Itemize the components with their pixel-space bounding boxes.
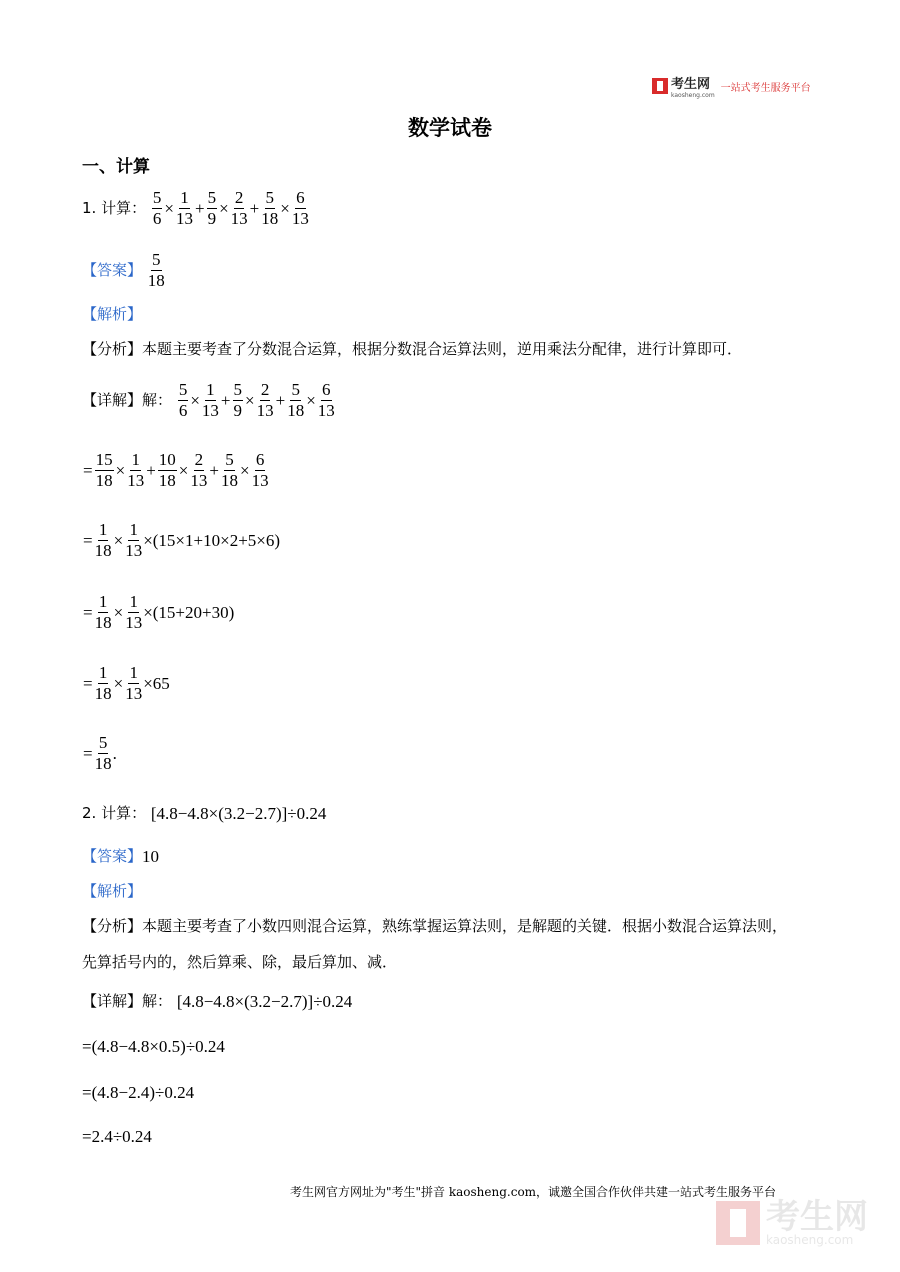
answer-label: 【答案】 [82,261,143,279]
denominator: 13 [317,401,335,420]
fraction [178,380,189,421]
fraction [95,450,114,491]
step-expression [82,520,280,561]
denominator: 13 [201,401,219,420]
denominator: 9 [207,209,217,228]
fraction [176,188,193,229]
fenxi-text: 本题主要考查了分数混合运算，根据分数混合运算法则，逆用乘法分配律，进行计算即可． [142,340,743,358]
fraction [287,380,304,421]
numerator: 2 [234,188,244,207]
fraction [127,450,144,491]
equals-sign: = [83,743,93,763]
step-tail: ×(15+20+30) [143,602,235,622]
denominator: 18 [261,209,279,228]
numerator: 1 [206,380,215,399]
denominator: 18 [95,471,113,490]
numerator: 5 [233,380,242,399]
denominator: 18 [158,471,176,490]
denominator: 13 [256,401,274,420]
denominator: 6 [178,401,188,420]
denominator: 13 [190,471,208,490]
watermark-logo-icon [716,1201,760,1245]
fraction [231,188,248,229]
times-sign: × [113,673,124,693]
step-expression: =(4.8−4.8×0.5)÷0.24 [82,1037,225,1056]
fenxi-text: 本题主要考查了小数四则混合运算，熟练掌握运算法则，是解题的关键．根据小数混合运算法则， [142,917,788,935]
q2-expression: [4.8−4.8×(3.2−2.7)]÷0.24 [150,803,327,823]
numerator: 1 [180,188,189,207]
logo-slogan: 一站式考生服务平台 [720,82,811,94]
watermark-sub: kaosheng.com [766,1233,854,1247]
q2-question [82,802,326,824]
q2-step3 [82,1127,152,1147]
numerator: 5 [291,380,300,399]
q1-detail-expression [177,380,336,421]
numerator: 1 [98,592,108,611]
q1-answer [82,250,166,291]
detail-label: 【详解】 [82,391,143,409]
numerator: 5 [207,188,217,207]
logo-sub: kaosheng.com [671,92,715,99]
q1-step2 [82,520,280,561]
fraction [95,592,112,633]
fraction [152,188,163,229]
numerator: 6 [322,380,331,399]
fraction [292,188,309,229]
fraction [261,188,278,229]
detail-prefix: 解： [142,391,173,409]
q2-step1 [82,1037,225,1057]
section-heading: 一、计算 [82,157,150,177]
times-sign: × [306,390,316,410]
denominator: 13 [127,471,145,490]
q1-detail [82,380,336,421]
equals-sign: = [83,530,93,550]
denominator: 18 [287,401,305,420]
watermark-wordmark [766,1197,868,1247]
q1-step4 [82,663,170,704]
watermark [716,1197,868,1247]
q1-step1 [82,450,270,491]
numerator: 1 [129,663,138,682]
q1-answer-value [147,250,166,291]
q2-answer [82,845,159,867]
times-sign: × [190,390,200,410]
q2-step2 [82,1083,194,1103]
q1-analysis-label: 【解析】 [82,305,143,323]
numerator: 5 [98,733,108,752]
numerator: 1 [131,450,140,469]
denominator: 18 [94,754,112,773]
numerator: 5 [152,188,162,207]
equals-sign: = [83,602,93,622]
fraction [95,663,112,704]
fraction [233,380,244,421]
fraction [207,188,218,229]
step-tail: ×(15×1+10×2+5×6) [143,530,281,550]
times-sign: × [178,460,189,480]
q1-fenxi [82,338,742,359]
q2-answer-value: 10 [142,846,160,866]
equals-sign: = [83,460,93,480]
plus-sign: + [220,390,231,410]
denominator: 6 [152,209,162,228]
plus-sign: + [146,460,156,480]
times-sign: × [113,530,124,550]
answer-label: 【答案】 [82,847,143,865]
fraction [125,592,142,633]
numerator: 2 [194,450,204,469]
denominator: 18 [94,613,112,632]
step-expression [82,592,234,633]
numerator: 6 [296,188,305,207]
q1-expression [151,188,310,229]
q2-detail [82,990,352,1012]
times-sign: × [245,390,255,410]
q2-fenxi-cont: 先算括号内的，然后算乘、除，最后算加、减． [82,953,398,971]
denominator: 13 [125,684,143,703]
denominator: 18 [94,541,112,560]
fraction [252,450,269,491]
fraction [257,380,274,421]
fenxi-label: 【分析】 [82,917,143,935]
q1-prefix: 1. 计算： [82,199,147,217]
footer-text: 考生网官方网址为"考生"拼音 kaosheng.com，诚邀全国合作伙伴共建一站式考生服务平台 [290,1185,777,1199]
step-expression [82,663,170,704]
plus-sign: + [275,390,286,410]
fraction [202,380,219,421]
fraction [148,250,165,291]
plus-sign: + [194,198,205,218]
times-sign: × [239,460,250,480]
plus-sign: + [209,460,219,480]
fraction [95,520,112,561]
numerator: 15 [95,450,113,469]
step-expression [82,450,270,491]
numerator: 5 [265,188,274,207]
q2-fenxi [82,915,787,936]
equals-sign: = [83,673,93,693]
detail-prefix: 解： [142,992,173,1010]
fenxi-label: 【分析】 [82,340,143,358]
times-sign: × [164,198,174,218]
period: . [112,743,117,763]
q2-detail-expression: [4.8−4.8×(3.2−2.7)]÷0.24 [176,991,353,1011]
denominator: 13 [291,209,309,228]
fraction [125,663,142,704]
fraction [318,380,335,421]
step-expression: =2.4÷0.24 [82,1127,152,1146]
denominator: 18 [220,471,238,490]
logo-wordmark [671,73,715,99]
header-logo [652,73,811,99]
q2-analysis-label: 【解析】 [82,882,143,900]
plus-sign: + [249,198,260,218]
denominator: 9 [233,401,242,420]
q1-question [82,188,310,229]
denominator: 13 [230,209,248,228]
page-title: 数学试卷 [408,116,492,140]
numerator: 5 [225,450,234,469]
logo-text: 考生网 [671,77,711,92]
fraction [125,520,142,561]
q1-step3 [82,592,234,633]
times-sign: × [115,460,126,480]
numerator: 5 [152,250,161,269]
denominator: 18 [94,684,112,703]
denominator: 13 [251,471,269,490]
numerator: 1 [129,520,138,539]
denominator: 18 [147,271,165,290]
logo-icon [652,78,668,94]
numerator: 6 [255,450,265,469]
fraction [158,450,177,491]
fraction [190,450,207,491]
times-sign: × [113,602,124,622]
watermark-text: 考生网 [766,1197,868,1237]
fraction [95,733,112,774]
step-tail: ×65 [143,673,170,693]
numerator: 1 [98,520,108,539]
detail-label: 【详解】 [82,992,143,1010]
denominator: 13 [125,613,143,632]
step-expression [82,733,117,774]
numerator: 10 [158,450,176,469]
fraction [221,450,238,491]
numerator: 5 [178,380,188,399]
numerator: 1 [98,663,108,682]
q2-prefix: 2. 计算： [82,804,147,822]
denominator: 13 [125,541,143,560]
times-sign: × [219,198,229,218]
denominator: 13 [175,209,193,228]
numerator: 2 [260,380,270,399]
step-expression: =(4.8−2.4)÷0.24 [82,1083,195,1102]
q1-step5 [82,733,117,774]
numerator: 1 [129,592,138,611]
times-sign: × [280,198,290,218]
